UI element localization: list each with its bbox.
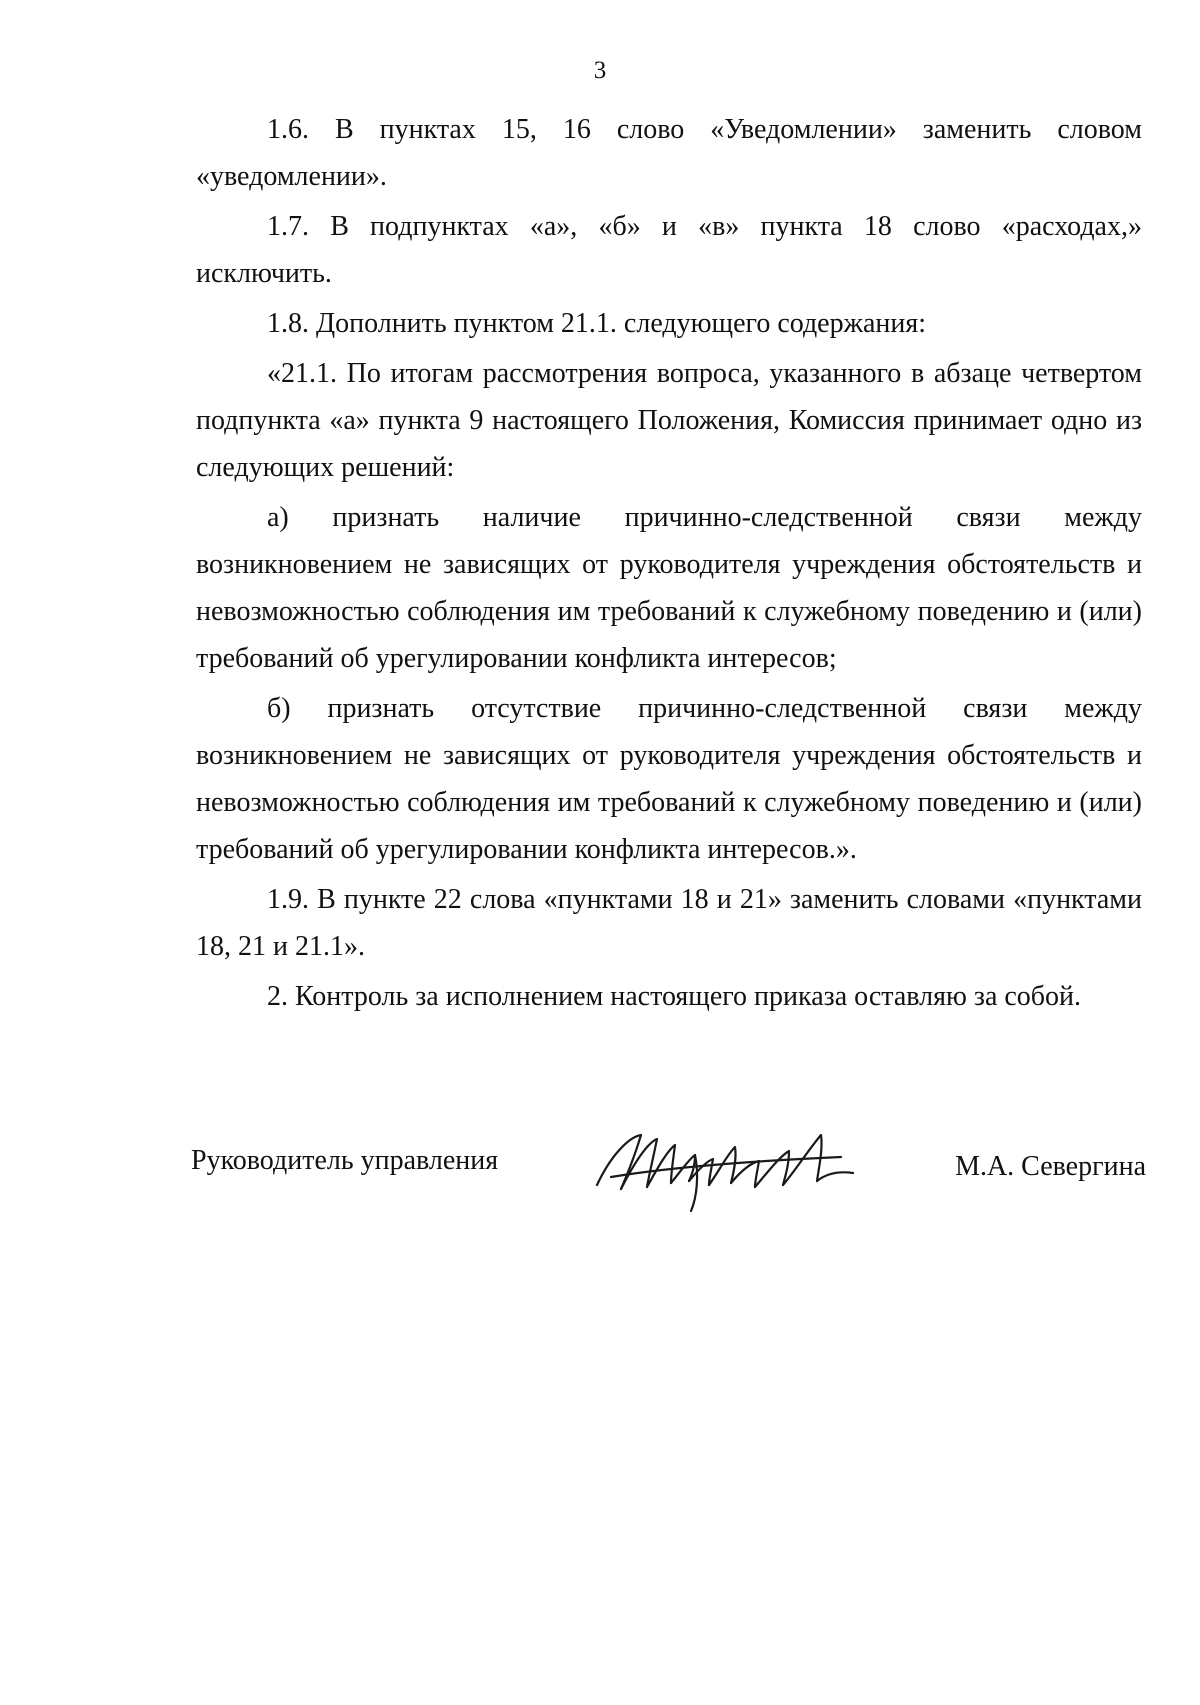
document-body — [196, 106, 1142, 1023]
paragraph-2: 2. Контроль за исполнением настоящего приказа оставляю за собой. — [267, 981, 1082, 1012]
paragraph-1-9: 1.9. В пункте 22 слова «пунктами 18 и 21» заменить словами «пунктами 18, 21 и 21.1». — [196, 884, 1142, 962]
page-number: 3 — [593, 57, 607, 84]
paragraph-21-1-a: а) признать наличие причинно-следственной связи между возникновением не зависящих от руководителя учреждения обстоятельств и невозможностью соблюдения им требований к служебному поведению и (или) требований об урегулировании конфликта интересов; — [196, 502, 1142, 674]
paragraph-1-6: 1.6. В пунктах 15, 16 слово «Уведомлении» заменить словом «уведомлении». — [196, 114, 1142, 192]
paragraph-1-8: 1.8. Дополнить пунктом 21.1. следующего содержания: — [267, 308, 927, 339]
signatory-position: Руководитель управления — [191, 1145, 499, 1176]
signatory-name: М.А. Севергина — [955, 1151, 1146, 1182]
signature-block — [191, 1115, 1146, 1225]
paragraph-1-7: 1.7. В подпунктах «а», «б» и «в» пункта 18 слово «расходах,» исключить. — [196, 211, 1142, 289]
handwritten-signature — [591, 1115, 861, 1215]
paragraph-21-1: «21.1. По итогам рассмотрения вопроса, указанного в абзаце четвертом подпункта «а» пункта 9 настоящего Положения, Комиссия принимает одно из следующих решений: — [196, 358, 1142, 483]
paragraph-21-1-b: б) признать отсутствие причинно-следственной связи между возникновением не зависящих от руководителя учреждения обстоятельств и невозможностью соблюдения им требований к служебному поведению и (или) требований об урегулировании конфликта интересов.». — [196, 693, 1142, 865]
